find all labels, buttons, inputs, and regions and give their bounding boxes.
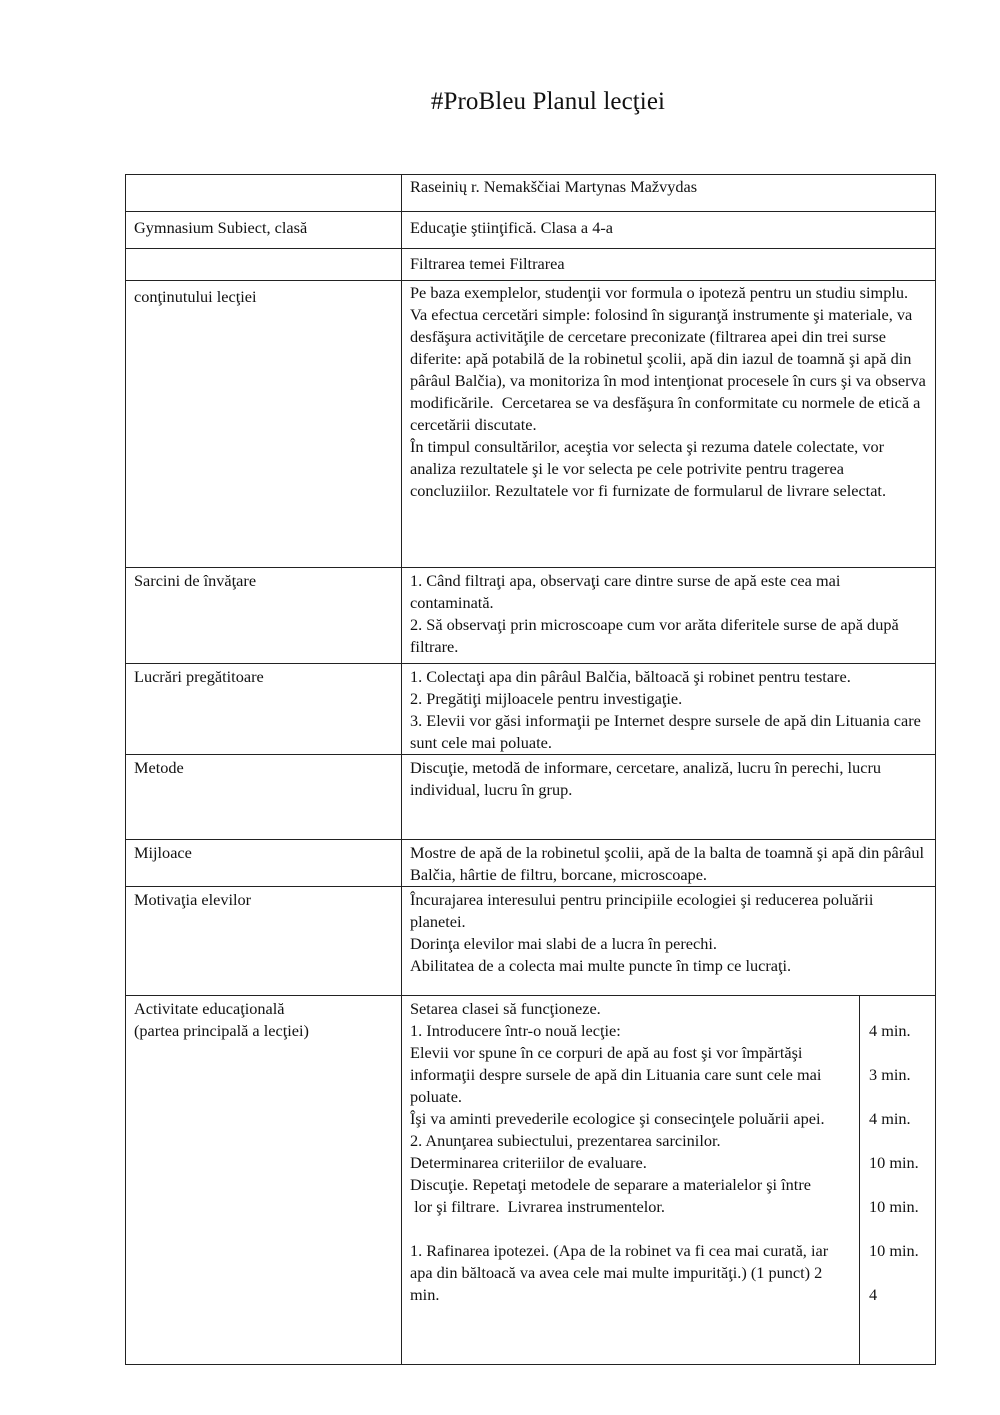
activity-step: 1. Introducere într-o nouă lecţie: (410, 1021, 621, 1040)
activity-step: Elevii vor spune în ce corpuri de apă au fost şi vor împărtăşi informaţii despre sursele de apă din Lituania care sunt cele mai poluate. (410, 1043, 826, 1106)
activity-step (410, 1218, 851, 1240)
time-value: 4 min. (869, 1021, 911, 1040)
row-label: Motivaţia elevilor (126, 887, 402, 996)
motivation-item: Încurajarea interesului pentru principiile ecologiei şi reducerea poluării planetei. (410, 890, 878, 931)
methods: Discuţie, metodă de informare, cercetare, analiză, lucru în perechi, lucru individual, lucru în grup. (402, 755, 936, 840)
table-row (126, 249, 936, 281)
activity-times (860, 996, 936, 1364)
table-row (126, 212, 936, 249)
time-value: 4 min. (869, 1109, 911, 1128)
table-row (126, 887, 936, 996)
table-row (126, 755, 936, 840)
table-row (126, 996, 936, 1365)
table-row (126, 568, 936, 664)
row-label: Mijloace (126, 840, 402, 887)
time-value: 3 min. (869, 1065, 911, 1084)
time-value: 10 min. (869, 1241, 919, 1260)
content-paragraph: Pe baza exemplelor, studenţii vor formula o ipoteză pentru un studiu simplu. (410, 283, 909, 302)
educational-activity (402, 996, 936, 1365)
row-label (126, 249, 402, 281)
motivation-item: Abilitatea de a colecta mai multe puncte în timp ce lucraţi. (410, 956, 792, 975)
prep-item: 3. Elevii vor găsi informaţii pe Internet despre sursele de apă din Lituania care sunt cele mai poluate. (410, 711, 925, 752)
time-value: 10 min. (869, 1197, 919, 1216)
row-label: Metode (126, 755, 402, 840)
activity-step: Setarea clasei să funcţioneze. (410, 999, 601, 1018)
page-title: #ProBleu Planul lecţiei (430, 88, 666, 115)
activity-step: lor şi filtrare. Livrarea instrumentelor. (410, 1197, 665, 1216)
school-name (402, 175, 936, 212)
row-label (126, 175, 402, 212)
table-row (126, 281, 936, 568)
lesson-content (402, 281, 936, 568)
activity-step: 2. Anunţarea subiectului, prezentarea sarcinilor. (410, 1131, 721, 1150)
task-item: 2. Să observaţi prin microscoape cum vor arăta diferitele surse de apă după filtrare. (410, 615, 903, 656)
table-row (126, 840, 936, 887)
activity-step: Îşi va aminti prevederile ecologice şi consecinţele poluării apei. (410, 1109, 825, 1128)
lesson-topic: Filtrarea temei Filtrarea (402, 249, 936, 281)
row-label-line: (partea principală a lecţiei) (134, 1021, 309, 1040)
activity-subtable (402, 996, 935, 1364)
table-row (126, 175, 936, 212)
row-label: Gymnasium Subiect, clasă (126, 212, 402, 249)
motivation-item: Dorinţa elevilor mai slabi de a lucra în perechi. (410, 934, 717, 953)
activity-step: Determinarea criteriilor de evaluare. (410, 1153, 647, 1172)
prep-item: 2. Pregătiţi mijloacele pentru investigaţie. (410, 689, 683, 708)
school-name-text: Raseinių r. Nemakščiai Martynas Mažvydas (410, 177, 698, 196)
row-label-line: Activitate educaţională (134, 999, 285, 1018)
content-paragraph: În timpul consultărilor, aceştia vor selecta şi rezuma datele colectate, vor analiza rezultatele şi le vor selecta pe cele potrivite pentru tragerea concluziilor. Rezultatele vor fi furnizate de formularul de livrare selectat. (410, 437, 889, 500)
activity-step: 1. Rafinarea ipotezei. (Apa de la robinet va fi cea mai curată, iar apa din băltoacă va avea cele mai multe impurităţi.) (1 punct) 2 min. (410, 1241, 833, 1304)
prep-item: 1. Colectaţi apa din pârâul Balčia, băltoacă şi robinet pentru testare. (410, 667, 851, 686)
table-row (126, 664, 936, 755)
task-item: 1. Când filtraţi apa, observaţi care dintre surse de apă este cea mai contaminată. (410, 571, 845, 612)
row-label (126, 996, 402, 1365)
lesson-plan-table (125, 174, 936, 1365)
subject-class: Educaţie ştiinţifică. Clasa a 4-a (402, 212, 936, 249)
time-value: 4 (869, 1285, 878, 1304)
content-paragraph: Va efectua cercetări simple: folosind în siguranţă instrumente şi materiale, va desfăşura activităţile de cercetare preconizate (filtrarea apei din trei surse diferite: apă potabilă de la robinetul şcolii, apă din iazul de toamnă şi apă din pârâul Balčia), va monitoriza în mod intenţionat procesele în curs şi va observa modificările. Cercetarea se va desfăşura în conformitate cu normele de etică a cercetării discutate. (410, 305, 930, 434)
preparatory-work (402, 664, 936, 755)
activity-steps (402, 996, 860, 1364)
row-label: Sarcini de învăţare (126, 568, 402, 664)
student-motivation (402, 887, 936, 996)
row-label: conţinutului lecţiei (126, 281, 402, 568)
row-label: Lucrări pregătitoare (126, 664, 402, 755)
learning-tasks (402, 568, 936, 664)
means: Mostre de apă de la robinetul şcolii, apă de la balta de toamnă şi apă din pârâul Balčia, hârtie de filtru, borcane, microscoape. (402, 840, 936, 887)
activity-step: Discuţie. Repetaţi metodele de separare a materialelor şi între (410, 1175, 811, 1194)
time-value: 10 min. (869, 1153, 919, 1172)
